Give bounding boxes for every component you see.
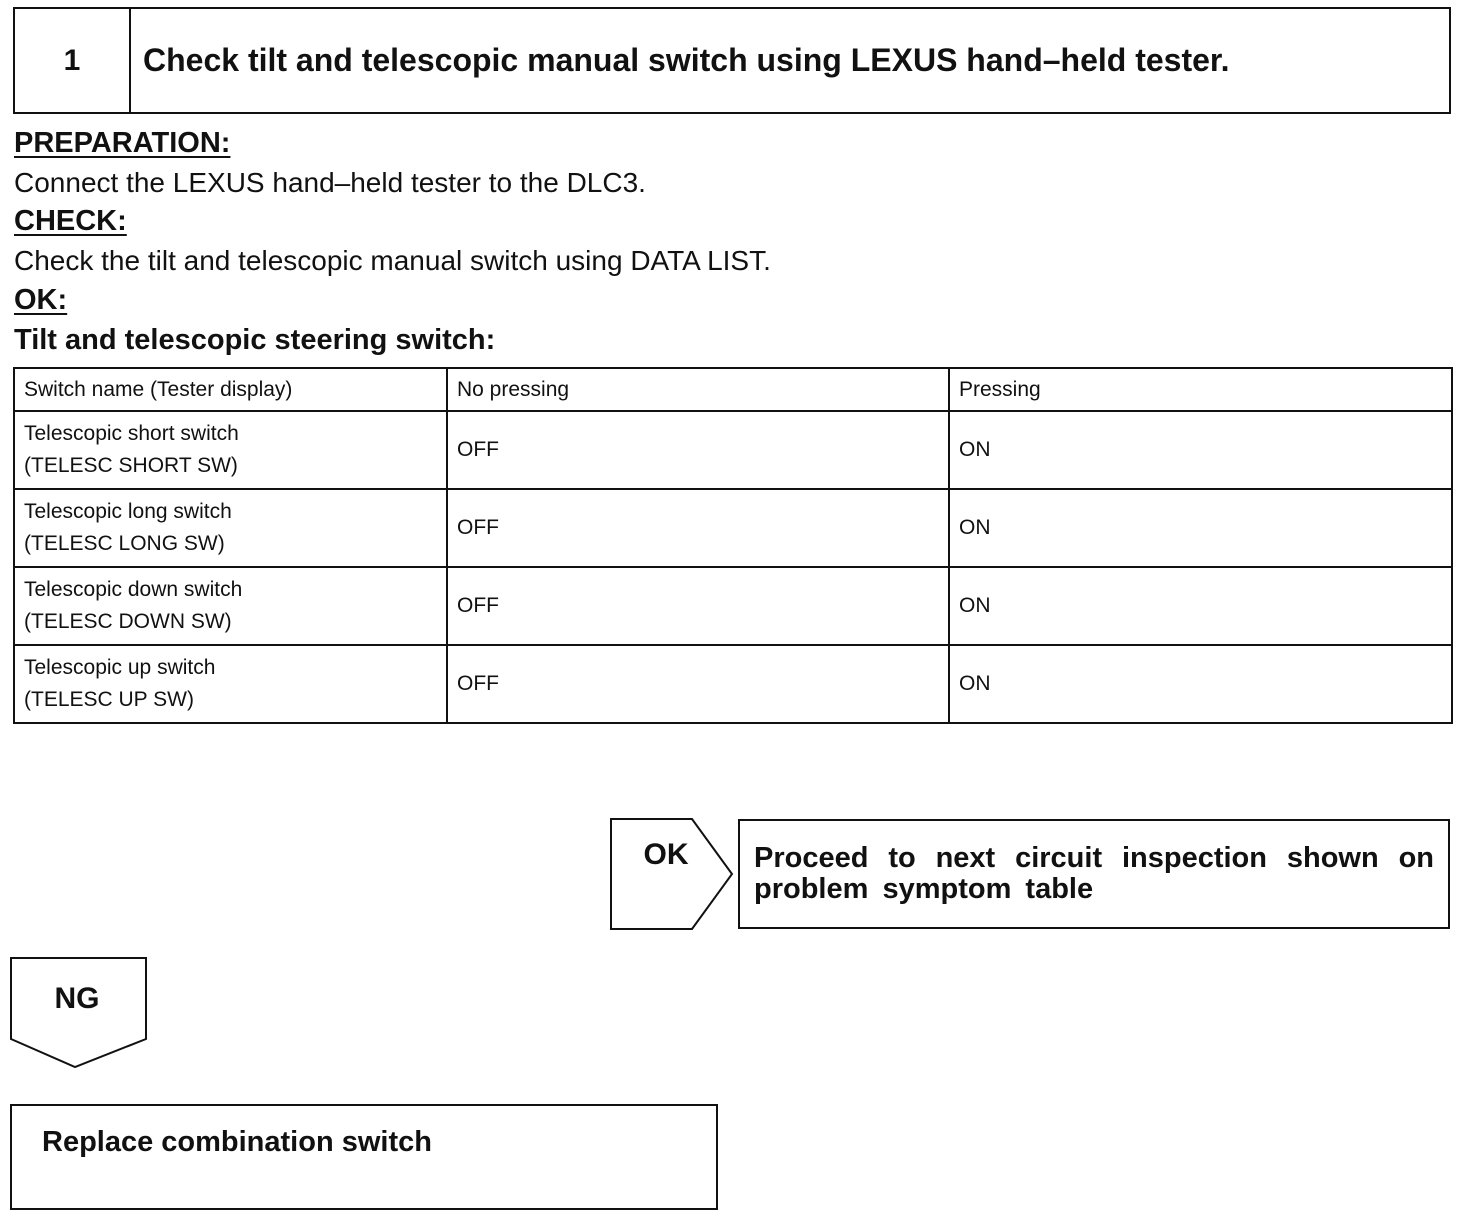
check-text: Check the tilt and telescopic manual switch using DATA LIST.: [14, 245, 771, 276]
switch-name: Telescopic up switch: [24, 656, 216, 679]
pressing-value: ON: [949, 645, 1452, 723]
pressing-value: ON: [949, 489, 1452, 567]
step-title: Check tilt and telescopic manual switch using LEXUS hand–held tester.: [143, 42, 1230, 78]
no-pressing-value: OFF: [447, 567, 949, 645]
ok-arrow-icon: [610, 818, 734, 930]
switch-table-wrapper: [13, 367, 1453, 724]
switch-table: [13, 367, 1453, 724]
pressing-value: ON: [949, 411, 1452, 489]
check-heading: CHECK:: [14, 205, 127, 237]
switch-name-cell: [14, 489, 447, 567]
ok-spec-subheading: Tilt and telescopic steering switch:: [14, 324, 496, 356]
header-pressing: Pressing: [949, 368, 1452, 411]
table-row: [14, 567, 1452, 645]
ng-result-box: Replace combination switch: [10, 1104, 718, 1210]
tester-display: (TELESC SHORT SW): [24, 454, 238, 477]
table-row: [14, 645, 1452, 723]
tester-display: (TELESC DOWN SW): [24, 610, 232, 633]
switch-name: Telescopic short switch: [24, 422, 239, 445]
header-no-pressing: No pressing: [447, 368, 949, 411]
table-header-row: [14, 368, 1452, 411]
tester-display: (TELESC LONG SW): [24, 532, 225, 555]
switch-name: Telescopic down switch: [24, 578, 243, 601]
switch-name: Telescopic long switch: [24, 500, 232, 523]
ok-branch-label: OK: [643, 838, 689, 871]
preparation-heading: PREPARATION:: [14, 127, 231, 159]
no-pressing-value: OFF: [447, 645, 949, 723]
no-pressing-value: OFF: [447, 411, 949, 489]
table-row: [14, 411, 1452, 489]
ok-result-box: Proceed to next circuit inspection shown on problem symptom table: [738, 819, 1450, 929]
step-number: 1: [15, 9, 131, 112]
tester-display: (TELESC UP SW): [24, 688, 194, 711]
table-row: [14, 489, 1452, 567]
preparation-text: Connect the LEXUS hand–held tester to the DLC3.: [14, 167, 646, 198]
ng-branch-label: NG: [54, 982, 100, 1015]
step-header: [13, 7, 1451, 114]
no-pressing-value: OFF: [447, 489, 949, 567]
header-switch-name: Switch name (Tester display): [14, 368, 447, 411]
pressing-value: ON: [949, 567, 1452, 645]
switch-name-cell: [14, 411, 447, 489]
ok-spec-heading: OK:: [14, 284, 68, 316]
switch-name-cell: [14, 645, 447, 723]
switch-name-cell: [14, 567, 447, 645]
